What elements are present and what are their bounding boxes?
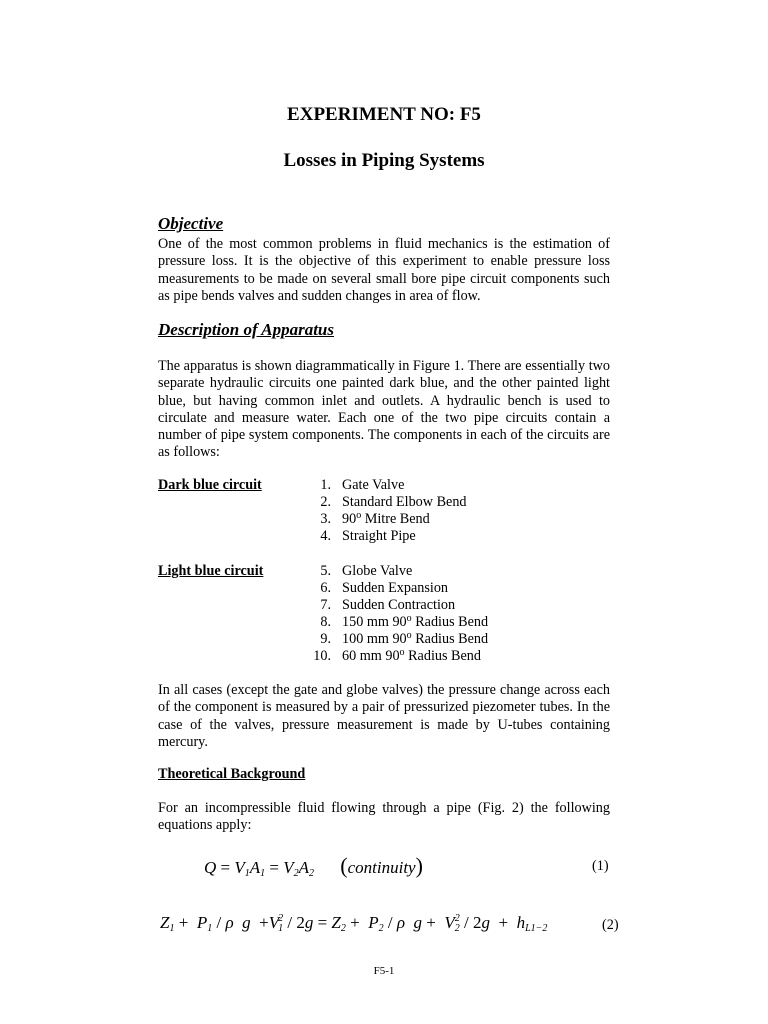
item-text: Gate Valve <box>342 477 405 493</box>
item-text: Straight Pipe <box>342 528 416 544</box>
item-text: 150 mm 90$^o$ Radius Bend <box>342 613 489 630</box>
experiment-subtitle: Losses in Piping Systems <box>283 150 485 171</box>
degree-superscript: o <box>399 647 405 658</box>
item-number: 9. <box>320 631 331 647</box>
item-number: 8. <box>320 614 331 630</box>
theory-heading: Theoretical Background <box>158 766 306 782</box>
measurement-paragraph: In all cases (except the gate and globe valves) the pressure change across each of the component is measured by a pair of pressurized piezometer tubes. In the case of the valves, pressure measurement is made by U-tubes containing mercury. <box>158 682 610 750</box>
degree-superscript: o <box>356 510 362 521</box>
equation-number-2: (2) <box>602 917 619 933</box>
list-item <box>300 477 467 494</box>
item-number: 6. <box>320 580 331 596</box>
item-text: 60 mm 90$^o$ Radius Bend <box>342 647 481 664</box>
continuity-equation: $Q = V_1A_1 = V_2A_2$ (continuity) <box>204 853 423 879</box>
item-number: 1. <box>320 477 331 493</box>
item-text: 100 mm 90$^o$ Radius Bend <box>342 630 489 647</box>
list-item <box>300 580 488 597</box>
theory-paragraph: For an incompressible fluid flowing through a pipe (Fig. 2) the following equations apply: <box>158 800 610 834</box>
item-text: Globe Valve <box>342 563 413 579</box>
degree-superscript: o <box>406 613 412 624</box>
light-circuit-list <box>300 563 488 665</box>
dark-circuit-label: Dark blue circuit <box>158 477 262 493</box>
list-item <box>300 511 467 528</box>
objective-heading: Objective <box>158 214 224 233</box>
item-number: 4. <box>320 528 331 544</box>
objective-paragraph: One of the most common problems in fluid mechanics is the estimation of pressure loss. It is the objective of this experiment to enable pressure loss measurements to be made on several small bore pipe circuit components such as pipe bends valves and sudden changes in area of flow. <box>158 236 610 304</box>
apparatus-paragraph: The apparatus is shown diagrammatically in Figure 1. There are essentially two separate hydraulic circuits one painted dark blue, and the other painted light blue, but having common inlet and outlets. A hydraulic bench is used to circulate and measure water. Each one of the two pipe circuits contain a number of pipe system components. The components in each of the circuits are as follows: <box>158 358 610 461</box>
item-number: 7. <box>320 597 331 613</box>
list-item <box>300 614 488 631</box>
energy-equation: $Z_1 + P_1 / \rho$ $g +V_1^2 / 2g = Z_2 + P_2 / \rho$ $g + V_2^2 / 2g + h_{L1-2}$ <box>160 913 548 934</box>
list-item <box>300 528 467 545</box>
item-text: Sudden Expansion <box>342 580 449 596</box>
experiment-title: EXPERIMENT NO: F5 <box>287 104 481 125</box>
item-number: 3. <box>320 511 331 527</box>
page-number: F5-1 <box>373 965 395 977</box>
item-number: 2. <box>320 494 331 510</box>
list-item <box>300 563 488 580</box>
dark-circuit-list <box>300 477 467 545</box>
continuity-label: continuity <box>347 858 416 877</box>
list-item <box>300 631 488 648</box>
light-circuit-label: Light blue circuit <box>158 563 264 579</box>
item-number: 10. <box>313 648 331 664</box>
degree-superscript: o <box>406 630 412 641</box>
apparatus-heading: Description of Apparatus <box>158 320 335 339</box>
item-text: 90$^o$ Mitre Bend <box>342 510 430 527</box>
item-text: Sudden Contraction <box>342 597 456 613</box>
list-item <box>300 648 488 665</box>
equation-number-1: (1) <box>592 858 609 874</box>
item-text: Standard Elbow Bend <box>342 494 467 510</box>
list-item <box>300 494 467 511</box>
item-number: 5. <box>320 563 331 579</box>
list-item <box>300 597 488 614</box>
